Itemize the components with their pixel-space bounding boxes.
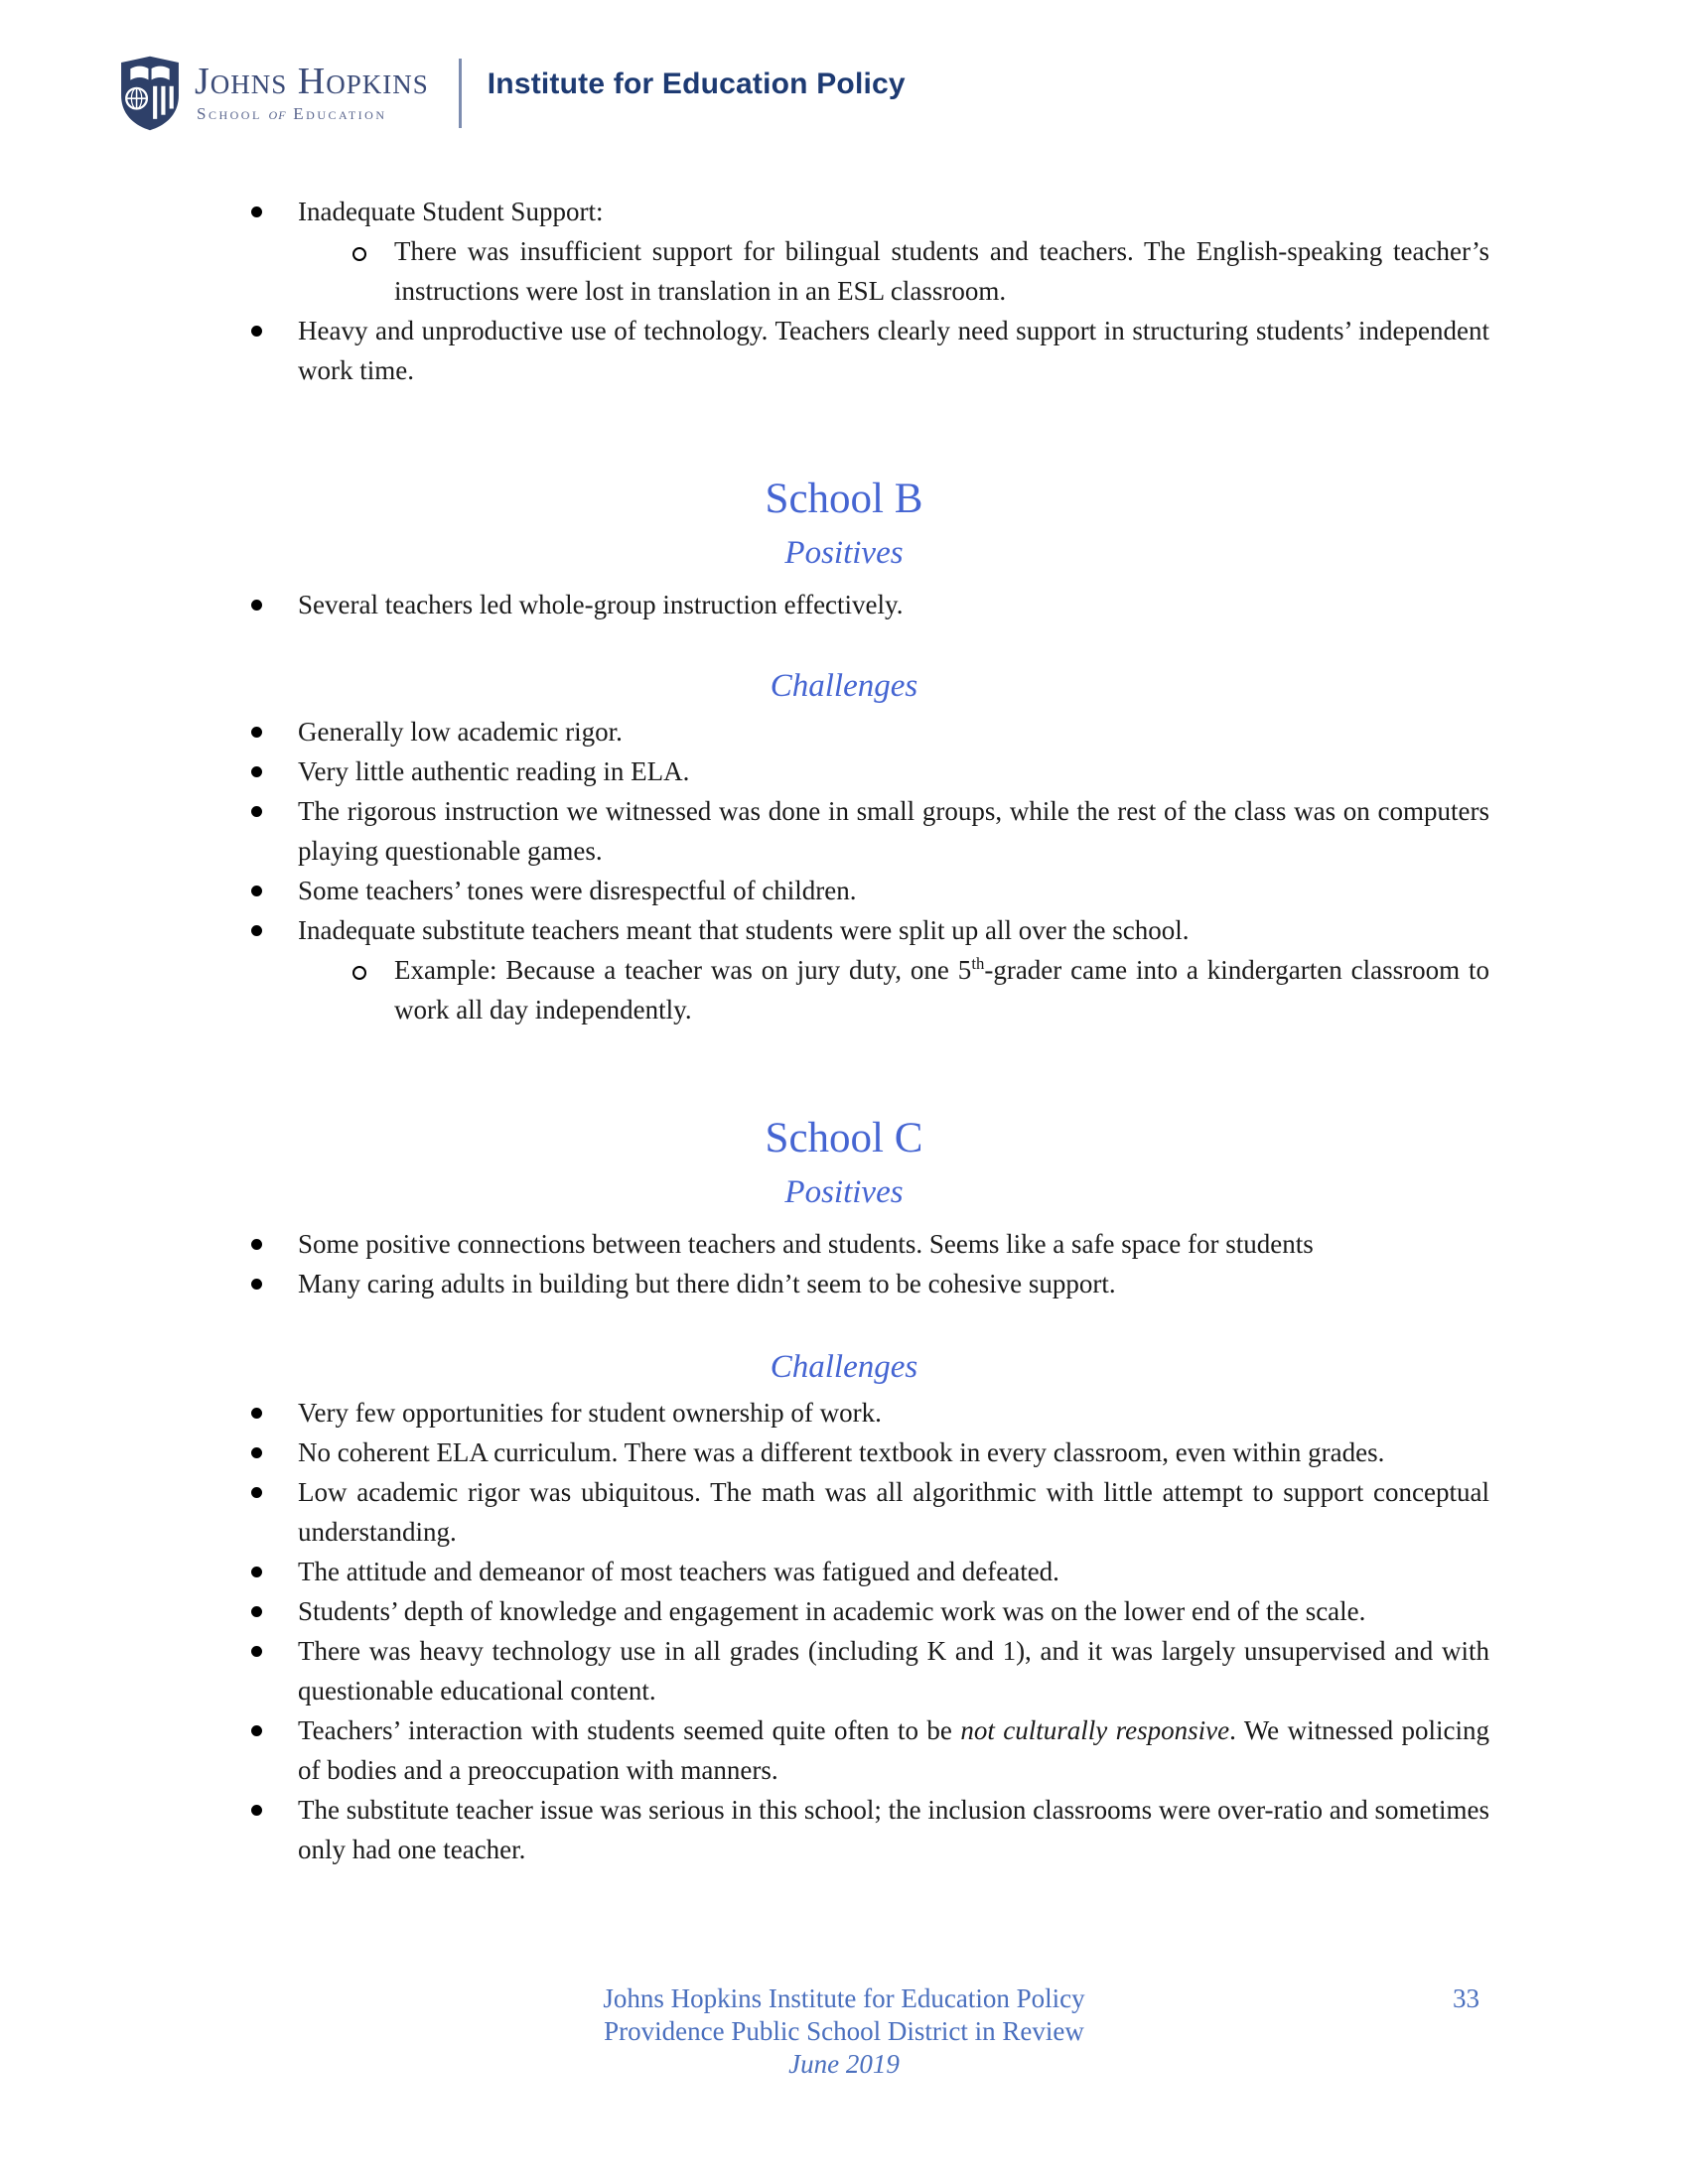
subheading-positives: Positives xyxy=(784,1174,904,1210)
list-item: Some teachers’ tones were disrespectful of children. xyxy=(199,871,1489,910)
list-item: Inadequate Student Support: There was insufficient support for bilingual students and teachers. The English-speaking teacher’s instructions were lost in translation in an ESL classroom. xyxy=(199,192,1489,311)
page-header xyxy=(119,55,906,132)
list-item: Several teachers led whole-group instruction effectively. xyxy=(199,585,1489,624)
jhu-wordmark-block xyxy=(195,62,429,125)
list-item: No coherent ELA curriculum. There was a different textbook in every classroom, even within grades. xyxy=(199,1433,1489,1472)
list-item: Students’ depth of knowledge and engagement in academic work was on the lower end of the scale. xyxy=(199,1591,1489,1631)
list-item: Inadequate substitute teachers meant that students were split up all over the school. Example: Because a teacher was on jury duty, one 5th-grader came into a kindergarten classroom to work all day independently. xyxy=(199,910,1489,1029)
intro-bullet-list xyxy=(199,192,1489,390)
sub-bullet-list xyxy=(298,950,1489,1029)
ordinal-superscript: th xyxy=(971,954,985,973)
footer-date: June 2019 xyxy=(788,2049,900,2079)
subheading-challenges: Challenges xyxy=(770,1349,918,1385)
list-item: Very little authentic reading in ELA. xyxy=(199,751,1489,791)
list-item: Many caring adults in building but there didn’t seem to be cohesive support. xyxy=(199,1264,1489,1303)
section-title-school-c: School C xyxy=(765,1115,923,1161)
italic-phrase: not culturally responsive xyxy=(960,1715,1230,1745)
list-item: The attitude and demeanor of most teachers was fatigued and defeated. xyxy=(199,1552,1489,1591)
jhu-wordmark: Johns Hopkins xyxy=(195,61,429,102)
list-item: Some positive connections between teachers and students. Seems like a safe space for students xyxy=(199,1224,1489,1264)
page-footer xyxy=(199,1982,1489,2081)
list-item: Example: Because a teacher was on jury duty, one 5th-grader came into a kindergarten classroom to work all day independently. xyxy=(298,950,1489,1029)
jhu-shield-logo xyxy=(119,55,181,132)
list-item: There was insufficient support for bilingual students and teachers. The English-speaking teacher’s instructions were lost in translation in an ESL classroom. xyxy=(298,231,1489,311)
list-item: The rigorous instruction we witnessed was done in small groups, while the rest of the class was on computers playing questionable games. xyxy=(199,791,1489,871)
list-item: Generally low academic rigor. xyxy=(199,712,1489,751)
school-b-challenges-list xyxy=(199,712,1489,1029)
footer-institute-line: Johns Hopkins Institute for Education Policy xyxy=(603,1983,1085,2013)
school-c-positives-list xyxy=(199,1224,1489,1303)
list-item: Low academic rigor was ubiquitous. The math was all algorithmic with little attempt to support conceptual understanding. xyxy=(199,1472,1489,1552)
school-b-positives-list xyxy=(199,585,1489,624)
list-item: Heavy and unproductive use of technology. Teachers clearly need support in structuring students’ independent work time. xyxy=(199,311,1489,390)
list-item: Very few opportunities for student ownership of work. xyxy=(199,1393,1489,1433)
page-number: 33 xyxy=(1453,1983,1479,2013)
sub-bullet-list xyxy=(298,231,1489,311)
list-item: The substitute teacher issue was serious in this school; the inclusion classrooms were over-ratio and sometimes only had one teacher. xyxy=(199,1790,1489,1869)
school-of-education-label: School of Education xyxy=(197,104,387,123)
subheading-positives: Positives xyxy=(784,535,904,571)
list-item: There was heavy technology use in all grades (including K and 1), and it was largely unsupervised and with questionable educational content. xyxy=(199,1631,1489,1710)
section-title-school-b: School B xyxy=(765,476,923,522)
footer-report-title: Providence Public School District in Review xyxy=(604,2016,1084,2046)
subheading-challenges: Challenges xyxy=(770,668,918,704)
institute-name: Institute for Education Policy xyxy=(487,68,906,100)
school-c-challenges-list xyxy=(199,1393,1489,1869)
list-item: Teachers’ interaction with students seemed quite often to be not culturally responsive. We witnessed policing of bodies and a preoccupation with manners. xyxy=(199,1710,1489,1790)
header-divider xyxy=(459,59,462,128)
document-body xyxy=(199,192,1489,1869)
